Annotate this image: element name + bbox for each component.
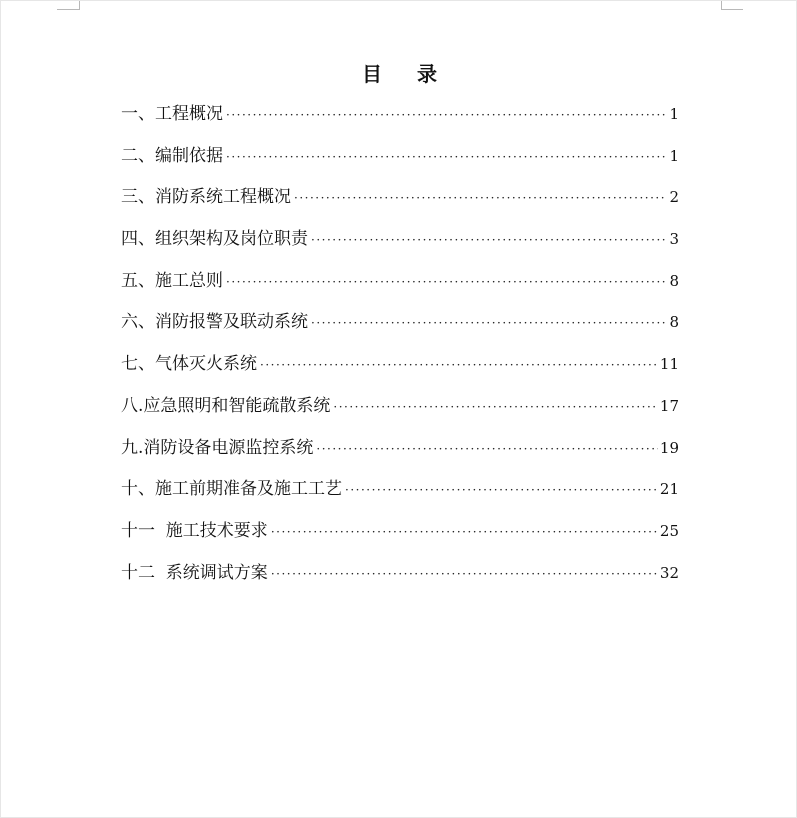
- toc-entry-page: 1: [669, 146, 679, 165]
- toc-entry-page: 8: [669, 313, 679, 332]
- toc-entry-label: 九.消防设备电源监控系统: [121, 437, 314, 458]
- toc-entry-page: 2: [669, 188, 679, 207]
- toc-entry-label: 八.应急照明和智能疏散系统: [121, 395, 331, 416]
- toc-entry-page: 11: [659, 355, 679, 374]
- toc-entry-label: 十二 系统调试方案: [121, 562, 268, 583]
- toc-title: 目 录: [362, 62, 451, 86]
- toc-entry-page: 21: [659, 480, 679, 499]
- toc-entry-label: 四、组织架构及岗位职责: [121, 229, 308, 250]
- toc-entry-label: 十、施工前期准备及施工工艺: [121, 479, 342, 500]
- toc-dot-leader: [226, 101, 667, 129]
- toc-entry[interactable]: [121, 392, 679, 434]
- toc-dot-leader: [271, 518, 658, 546]
- toc-entry[interactable]: [121, 308, 679, 350]
- toc-entry[interactable]: [121, 434, 679, 476]
- crop-mark-top-right-vertical: [721, 1, 722, 10]
- toc-entry[interactable]: [121, 183, 679, 225]
- toc-dot-leader: [260, 351, 658, 379]
- toc-entry-label: 十一 施工技术要求: [121, 520, 268, 541]
- toc-entry[interactable]: [121, 475, 679, 517]
- toc-entry-label: 五、施工总则: [121, 270, 223, 291]
- table-of-contents: [121, 100, 679, 600]
- toc-entry-label: 二、编制依据: [121, 145, 223, 166]
- toc-dot-leader: [333, 393, 658, 421]
- toc-entry[interactable]: [121, 517, 679, 559]
- toc-entry[interactable]: [121, 559, 679, 601]
- crop-mark-top-left: [57, 1, 79, 10]
- toc-entry[interactable]: [121, 267, 679, 309]
- toc-dot-leader: [226, 143, 667, 171]
- toc-entry-label: 六、消防报警及联动系统: [121, 312, 308, 333]
- crop-mark-top-left-vertical: [79, 1, 80, 10]
- toc-dot-leader: [311, 309, 667, 337]
- toc-dot-leader: [294, 184, 667, 212]
- toc-dot-leader: [311, 226, 667, 254]
- toc-dot-leader: [226, 268, 667, 296]
- toc-dot-leader: [316, 435, 658, 463]
- crop-mark-top-right: [721, 1, 743, 10]
- toc-dot-leader: [345, 476, 658, 504]
- toc-entry-label: 一、工程概况: [121, 104, 223, 124]
- toc-entry[interactable]: [121, 225, 679, 267]
- toc-entry[interactable]: [121, 350, 679, 392]
- toc-entry-page: 8: [669, 271, 679, 290]
- toc-entry-label: 七、气体灭火系统: [121, 354, 257, 375]
- toc-entry-page: 1: [669, 105, 679, 123]
- toc-entry[interactable]: [121, 142, 679, 184]
- toc-entry-page: 32: [659, 563, 679, 582]
- toc-entry[interactable]: [121, 100, 679, 142]
- toc-entry-page: 19: [659, 438, 679, 457]
- toc-entry-page: 17: [659, 396, 679, 415]
- toc-entry-page: 3: [669, 230, 679, 249]
- toc-dot-leader: [271, 560, 658, 588]
- toc-entry-label: 三、消防系统工程概况: [121, 187, 291, 208]
- toc-entry-page: 25: [659, 521, 679, 540]
